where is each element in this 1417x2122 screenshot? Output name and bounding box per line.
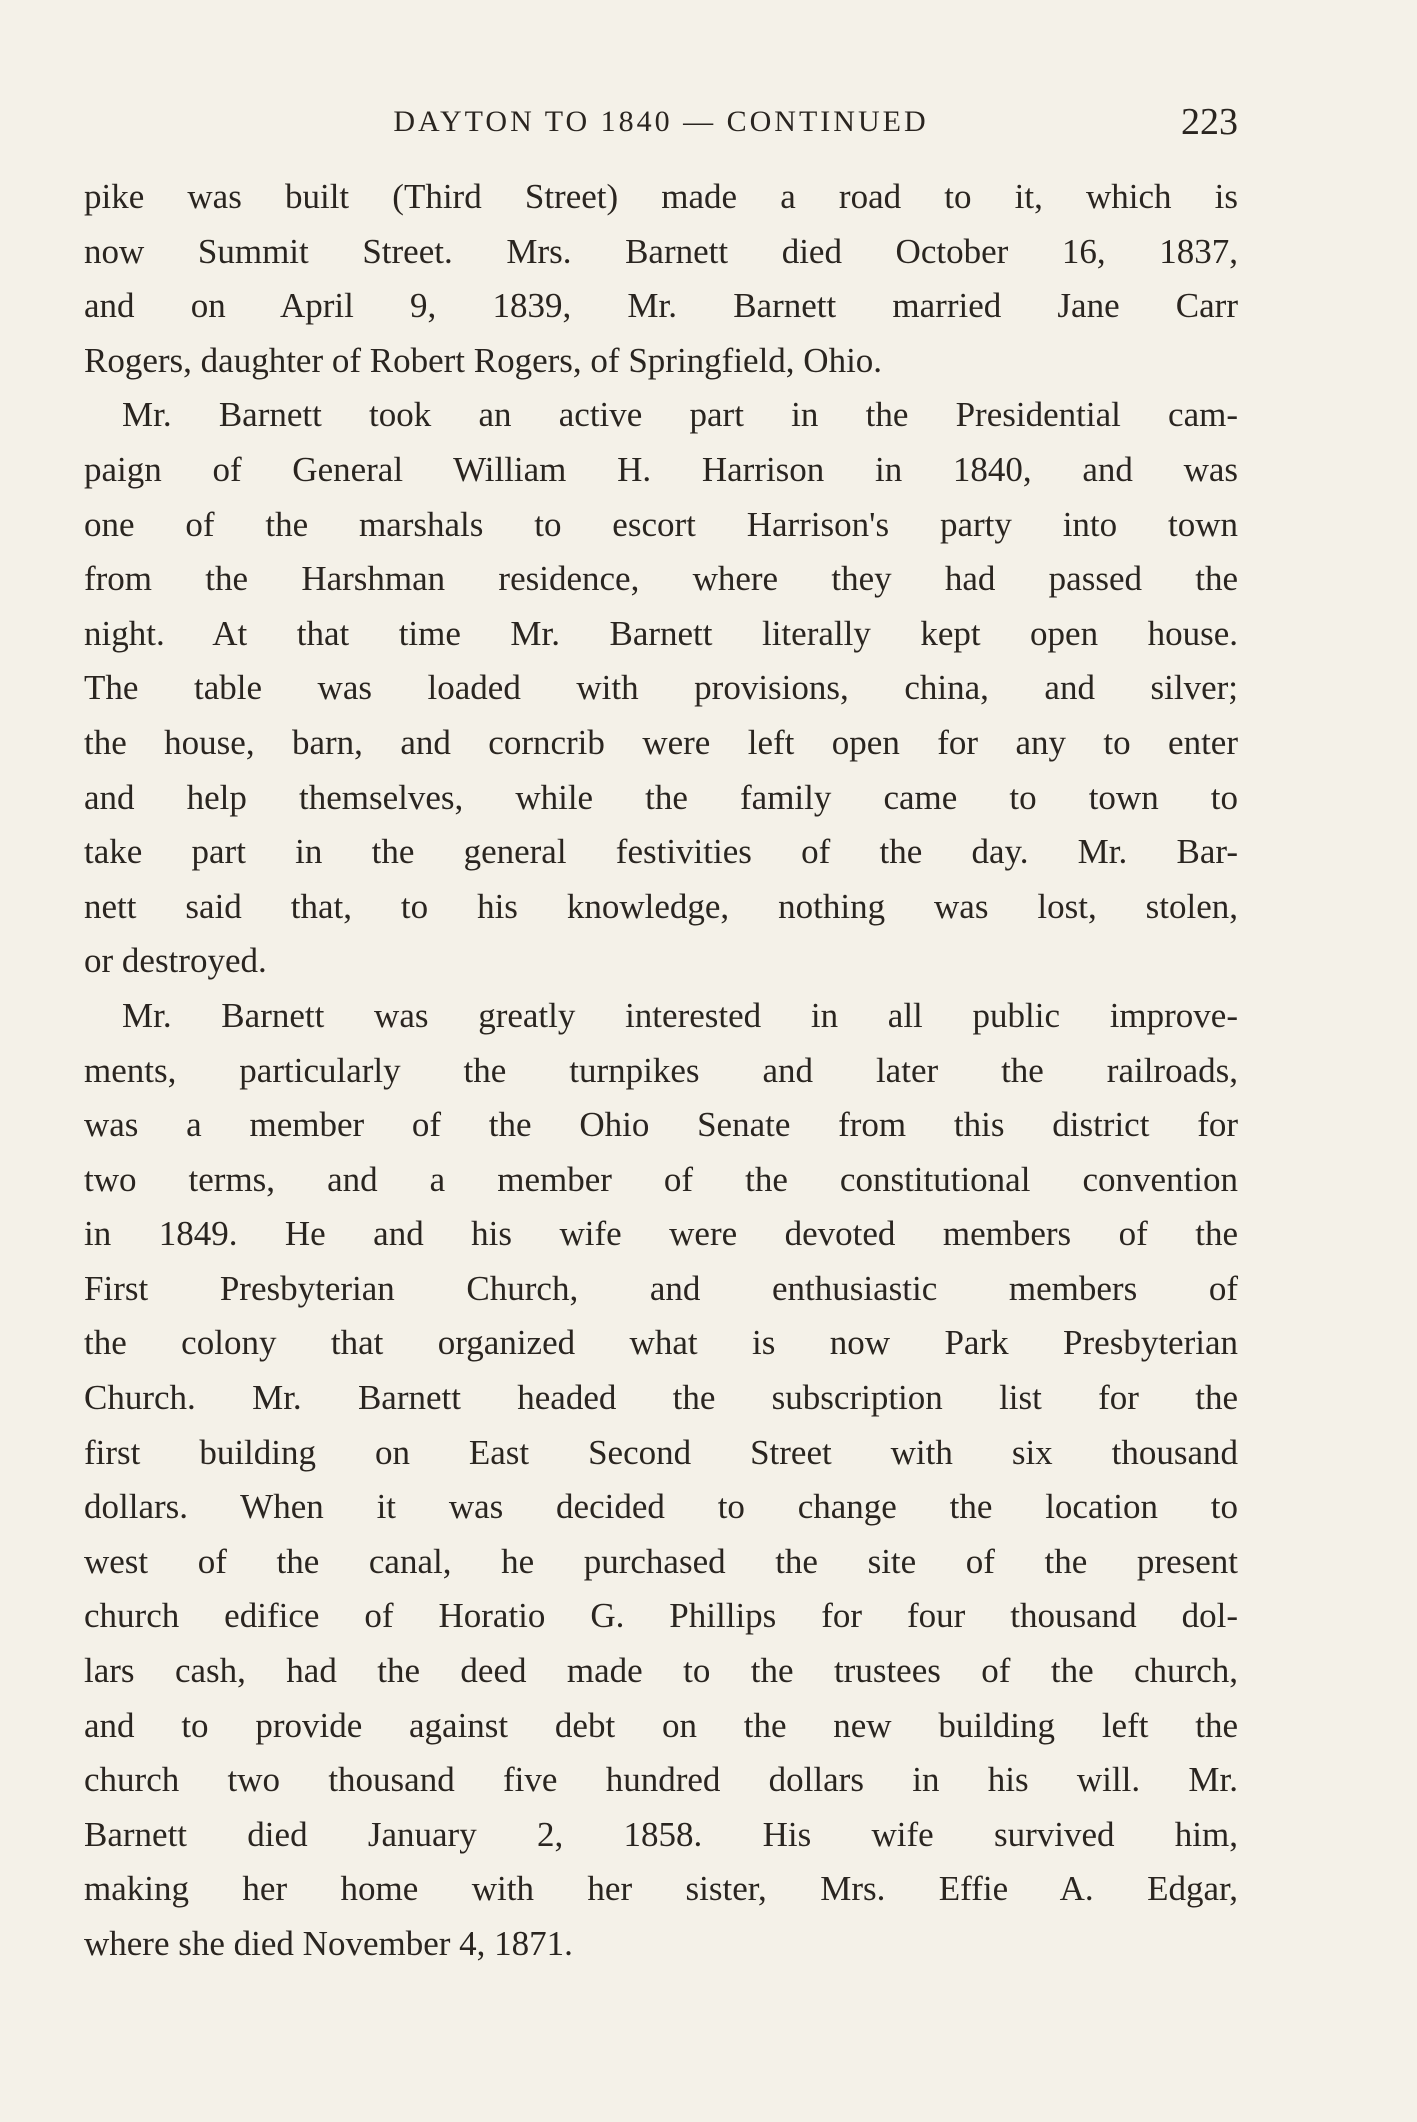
text-line: night. At that time Mr. Barnett literally kept open house. (84, 613, 1238, 653)
text-line: was a member of the Ohio Senate from this district for (84, 1105, 1238, 1145)
text-line: church two thousand five hundred dollars in his will. Mr. (84, 1760, 1238, 1800)
text-line: take part in the general festivities of the day. Mr. Bar- (84, 832, 1238, 872)
text-line: lars cash, had the deed made to the trustees of the church, (84, 1651, 1238, 1691)
text-line: and help themselves, while the family came to town to (84, 777, 1238, 817)
text-line: the colony that organized what is now Park Presbyterian (84, 1323, 1238, 1363)
text-line: Mr. Barnett took an active part in the Presidential cam- (122, 395, 1238, 435)
text-line: dollars. When it was decided to change the location to (84, 1487, 1238, 1527)
text-line: The table was loaded with provisions, china, and silver; (84, 668, 1238, 708)
text-line: making her home with her sister, Mrs. Effie A. Edgar, (84, 1869, 1238, 1909)
text-line: two terms, and a member of the constitutional convention (84, 1159, 1238, 1199)
text-line: pike was built (Third Street) made a road to it, which is (84, 177, 1238, 216)
text-line: First Presbyterian Church, and enthusiastic members of (84, 1268, 1238, 1308)
text-line: or destroyed. (84, 941, 267, 981)
text-line: one of the marshals to escort Harrison's party into town (84, 504, 1238, 544)
page-number: 223 (1181, 101, 1238, 143)
text-line: Rogers, daughter of Robert Rogers, of Springfield, Ohio. (84, 340, 883, 380)
text-line: from the Harshman residence, where they had passed the (84, 559, 1238, 599)
text-line: the house, barn, and corncrib were left open for any to enter (84, 722, 1238, 762)
text-line: where she died November 4, 1871. (84, 1924, 573, 1963)
body-text (84, 170, 1238, 1972)
text-line: west of the canal, he purchased the site of the present (84, 1541, 1238, 1581)
text-line: first building on East Second Street with six thousand (84, 1432, 1238, 1472)
running-title: DAYTON TO 1840 — CONTINUED (393, 105, 929, 138)
text-line: ments, particularly the turnpikes and later the railroads, (84, 1050, 1238, 1090)
text-line: Mr. Barnett was greatly interested in all public improve- (122, 995, 1238, 1035)
text-line: now Summit Street. Mrs. Barnett died October 16, 1837, (84, 231, 1238, 271)
text-line: in 1849. He and his wife were devoted members of the (84, 1214, 1238, 1254)
text-line: Church. Mr. Barnett headed the subscription list for the (84, 1378, 1238, 1418)
text-line: and to provide against debt on the new building left the (84, 1705, 1238, 1745)
text-line: and on April 9, 1839, Mr. Barnett married Jane Carr (84, 286, 1238, 326)
text-line: Barnett died January 2, 1858. His wife survived him, (84, 1814, 1238, 1854)
text-line: church edifice of Horatio G. Phillips for four thousand dol- (84, 1596, 1238, 1636)
running-head (84, 100, 1238, 144)
text-line: nett said that, to his knowledge, nothing was lost, stolen, (84, 886, 1238, 926)
text-line: paign of General William H. Harrison in 1840, and was (84, 449, 1238, 489)
